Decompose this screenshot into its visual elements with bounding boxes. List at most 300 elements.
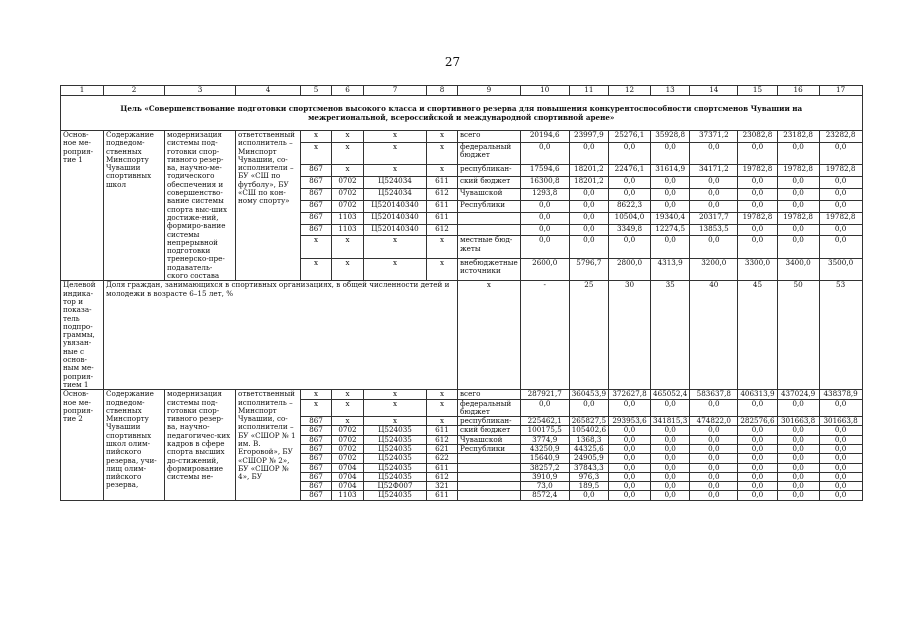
amount-cell: 43250,9 xyxy=(520,444,569,453)
funding-source xyxy=(458,224,521,236)
amount-cell: 0,0 xyxy=(609,426,651,435)
budget-code-cell: Ц524035 xyxy=(364,435,427,444)
funding-source: республикан- xyxy=(458,417,521,426)
budget-code-cell: Ц524034 xyxy=(364,177,427,189)
amount-cell: 44325,6 xyxy=(569,444,608,453)
amount-cell: 24905,9 xyxy=(569,454,608,463)
budget-code-cell: x xyxy=(301,236,332,258)
amount-cell: 0,0 xyxy=(609,454,651,463)
amount-cell: 0,0 xyxy=(777,200,819,212)
budget-code-cell: 611 xyxy=(427,200,458,212)
indicator-row xyxy=(61,281,863,390)
budget-code-cell: 867 xyxy=(301,454,332,463)
amount-cell: 0,0 xyxy=(777,472,819,481)
amount-cell: 976,3 xyxy=(569,472,608,481)
budget-code-cell: x xyxy=(332,236,364,258)
budget-code-cell: Ц520140340 xyxy=(364,212,427,224)
amount-cell: 0,0 xyxy=(690,236,738,258)
budget-code-cell: x xyxy=(332,142,364,164)
budget-code-cell: x xyxy=(427,390,458,399)
amount-cell: 0,0 xyxy=(609,435,651,444)
funding-source xyxy=(458,472,521,481)
amount-cell: 0,0 xyxy=(609,463,651,472)
amount-cell: 437024,9 xyxy=(777,390,819,399)
amount-cell: 1293,8 xyxy=(520,188,569,200)
amount-cell: 0,0 xyxy=(651,399,690,417)
amount-cell: 0,0 xyxy=(569,224,608,236)
budget-code-cell: x xyxy=(364,142,427,164)
budget-code-cell: x xyxy=(332,131,364,143)
budget-code-cell: 867 xyxy=(301,188,332,200)
amount-cell: 0,0 xyxy=(819,444,862,453)
budget-code-cell: 0704 xyxy=(332,463,364,472)
amount-cell: 0,0 xyxy=(738,426,777,435)
indicator-value: 25 xyxy=(569,281,608,390)
budget-table xyxy=(60,85,863,501)
amount-cell: 265827,5 xyxy=(569,417,608,426)
amount-cell: 0,0 xyxy=(520,399,569,417)
amount-cell: 0,0 xyxy=(690,142,738,164)
amount-cell: 465052,4 xyxy=(651,390,690,399)
amount-cell: 19782,8 xyxy=(819,165,862,177)
amount-cell: 19782,8 xyxy=(738,212,777,224)
budget-code-cell: x xyxy=(364,165,427,177)
amount-cell: 8622,3 xyxy=(609,200,651,212)
amount-cell: 0,0 xyxy=(569,236,608,258)
amount-cell: 37371,2 xyxy=(690,131,738,143)
amount-cell: 0,0 xyxy=(651,435,690,444)
amount-cell: 23182,8 xyxy=(777,131,819,143)
funding-source xyxy=(458,463,521,472)
event2-tasks: модернизация системы под-готовки спор-тивного резер-ва, научно-педагогичес-ких кадров в сфере спорта высших до-стижений, формирование системы не- xyxy=(165,390,236,501)
budget-code-cell: 612 xyxy=(427,472,458,481)
amount-cell: 0,0 xyxy=(819,463,862,472)
amount-cell: 0,0 xyxy=(690,435,738,444)
amount-cell: 0,0 xyxy=(738,454,777,463)
amount-cell: 0,0 xyxy=(777,399,819,417)
amount-cell: 0,0 xyxy=(690,399,738,417)
amount-cell: 0,0 xyxy=(690,177,738,189)
amount-cell: 3500,0 xyxy=(819,258,862,281)
amount-cell: 0,0 xyxy=(819,482,862,491)
budget-code-cell: 867 xyxy=(301,472,332,481)
funding-source xyxy=(458,454,521,463)
amount-cell: 0,0 xyxy=(819,236,862,258)
amount-cell: 0,0 xyxy=(651,188,690,200)
column-number: 13 xyxy=(651,86,690,96)
column-number: 8 xyxy=(427,86,458,96)
amount-cell: 20194,6 xyxy=(520,131,569,143)
budget-code-cell: Ц524035 xyxy=(364,491,427,500)
amount-cell: 0,0 xyxy=(609,236,651,258)
budget-code-cell: x xyxy=(364,258,427,281)
amount-cell: 372627,8 xyxy=(609,390,651,399)
amount-cell: 0,0 xyxy=(690,472,738,481)
budget-code-cell: 0702 xyxy=(332,454,364,463)
budget-code-cell: 0702 xyxy=(332,200,364,212)
amount-cell: 10504,0 xyxy=(609,212,651,224)
amount-cell: 73,0 xyxy=(520,482,569,491)
budget-code-cell: 867 xyxy=(301,212,332,224)
funding-source: всего xyxy=(458,390,521,399)
budget-code-cell: x xyxy=(364,399,427,417)
budget-code-cell: x xyxy=(364,390,427,399)
column-number: 2 xyxy=(104,86,165,96)
header-row xyxy=(61,86,863,96)
budget-code-cell: x xyxy=(364,131,427,143)
amount-cell: 0,0 xyxy=(651,454,690,463)
budget-code-cell: x xyxy=(427,258,458,281)
column-number: 12 xyxy=(609,86,651,96)
budget-code-cell: Ц524035 xyxy=(364,463,427,472)
event2-content: Содержание подведом-ственных Минспорту Чувашии спортивных школ олим-пийского резерва, учи-лищ олим-пийского резерва, xyxy=(104,390,165,501)
budget-code-cell: 611 xyxy=(427,212,458,224)
amount-cell: 0,0 xyxy=(690,454,738,463)
funding-source: Республики xyxy=(458,444,521,453)
budget-code-cell: 0702 xyxy=(332,177,364,189)
amount-cell: 0,0 xyxy=(690,482,738,491)
event1-event-name: Основ-ное ме-роприя-тие 1 xyxy=(61,131,104,281)
amount-cell: 0,0 xyxy=(569,212,608,224)
budget-code-cell: Ц520140340 xyxy=(364,200,427,212)
amount-cell: 474822,0 xyxy=(690,417,738,426)
event1-row xyxy=(61,131,863,143)
column-number: 6 xyxy=(332,86,364,96)
amount-cell: 0,0 xyxy=(520,212,569,224)
budget-code-cell: 0704 xyxy=(332,482,364,491)
amount-cell: 0,0 xyxy=(738,236,777,258)
amount-cell: 0,0 xyxy=(651,463,690,472)
amount-cell: 0,0 xyxy=(569,188,608,200)
indicator-x: x xyxy=(458,281,521,390)
column-number: 17 xyxy=(819,86,862,96)
budget-code-cell: x xyxy=(301,390,332,399)
amount-cell: 293953,6 xyxy=(609,417,651,426)
column-number: 4 xyxy=(236,86,301,96)
budget-code-cell: 611 xyxy=(427,491,458,500)
amount-cell: 8572,4 xyxy=(520,491,569,500)
amount-cell: 23082,8 xyxy=(738,131,777,143)
budget-code-cell: 867 xyxy=(301,417,332,426)
amount-cell: 18201,2 xyxy=(569,165,608,177)
column-number: 11 xyxy=(569,86,608,96)
amount-cell: 0,0 xyxy=(777,444,819,453)
amount-cell: 100175,5 xyxy=(520,426,569,435)
amount-cell: 0,0 xyxy=(569,399,608,417)
amount-cell: 0,0 xyxy=(569,142,608,164)
budget-code-cell: 867 xyxy=(301,482,332,491)
funding-source: республикан- xyxy=(458,165,521,177)
amount-cell: 0,0 xyxy=(777,463,819,472)
amount-cell: 3200,0 xyxy=(690,258,738,281)
indicator-text: Доля граждан, занимающихся в спортивных организациях, в общей численности детей и молодежи в возрасте 6–15 лет, % xyxy=(104,281,458,390)
amount-cell: 13853,5 xyxy=(690,224,738,236)
budget-code-cell: Ц524035 xyxy=(364,454,427,463)
budget-code-cell: Ц524035 xyxy=(364,444,427,453)
budget-code-cell: 621 xyxy=(427,444,458,453)
amount-cell: 0,0 xyxy=(819,224,862,236)
amount-cell: 0,0 xyxy=(819,454,862,463)
indicator-label: Целевой индика-тор и показа-тель подпро-граммы, увязан-ные с основ-ным ме-роприя-тием 1 xyxy=(61,281,104,390)
column-number: 5 xyxy=(301,86,332,96)
amount-cell: 0,0 xyxy=(777,454,819,463)
amount-cell: 5796,7 xyxy=(569,258,608,281)
budget-code-cell: 867 xyxy=(301,491,332,500)
amount-cell: 2600,0 xyxy=(520,258,569,281)
budget-code-cell: 0704 xyxy=(332,472,364,481)
amount-cell: 0,0 xyxy=(738,472,777,481)
column-number: 9 xyxy=(458,86,521,96)
budget-code-cell: Ц524035 xyxy=(364,472,427,481)
amount-cell: 0,0 xyxy=(777,482,819,491)
amount-cell: 17594,6 xyxy=(520,165,569,177)
budget-code-cell: 0702 xyxy=(332,188,364,200)
amount-cell: 25276,1 xyxy=(609,131,651,143)
column-number: 1 xyxy=(61,86,104,96)
column-number: 14 xyxy=(690,86,738,96)
budget-code-cell: 612 xyxy=(427,188,458,200)
column-number: 3 xyxy=(165,86,236,96)
amount-cell: 0,0 xyxy=(819,188,862,200)
amount-cell: 0,0 xyxy=(738,482,777,491)
funding-source: всего xyxy=(458,131,521,143)
budget-code-cell: x xyxy=(427,165,458,177)
budget-code-cell: 867 xyxy=(301,177,332,189)
amount-cell: 0,0 xyxy=(690,491,738,500)
amount-cell: 22476,1 xyxy=(609,165,651,177)
indicator-value: 30 xyxy=(609,281,651,390)
budget-code-cell: x xyxy=(301,131,332,143)
amount-cell: 0,0 xyxy=(738,177,777,189)
amount-cell: 0,0 xyxy=(520,236,569,258)
indicator-value: 35 xyxy=(651,281,690,390)
amount-cell: 301663,8 xyxy=(819,417,862,426)
amount-cell: 301663,8 xyxy=(777,417,819,426)
amount-cell: 18201,2 xyxy=(569,177,608,189)
amount-cell: 3349,8 xyxy=(609,224,651,236)
event2-executors: ответственный исполнитель – Минспорт Чувашии, со-исполнители – БУ «СШОР № 1 им. В. Егоровой», БУ «СШОР № 2», БУ «СШОР № 4», БУ xyxy=(236,390,301,501)
amount-cell: 341815,3 xyxy=(651,417,690,426)
amount-cell: 0,0 xyxy=(819,177,862,189)
amount-cell: 38257,2 xyxy=(520,463,569,472)
budget-code-cell: x xyxy=(301,258,332,281)
indicator-value: 40 xyxy=(690,281,738,390)
budget-code-cell: x xyxy=(332,390,364,399)
budget-code-cell: x xyxy=(332,165,364,177)
amount-cell: 15640,9 xyxy=(520,454,569,463)
funding-source xyxy=(458,482,521,491)
column-number: 16 xyxy=(777,86,819,96)
amount-cell: 37843,3 xyxy=(569,463,608,472)
budget-code-cell: Ц524035 xyxy=(364,426,427,435)
amount-cell: 0,0 xyxy=(609,444,651,453)
amount-cell: 0,0 xyxy=(690,463,738,472)
budget-code-cell: 867 xyxy=(301,426,332,435)
amount-cell: 0,0 xyxy=(651,444,690,453)
amount-cell: 19782,8 xyxy=(738,165,777,177)
amount-cell: 0,0 xyxy=(819,399,862,417)
budget-code-cell: x xyxy=(301,142,332,164)
amount-cell: 0,0 xyxy=(690,426,738,435)
amount-cell: 0,0 xyxy=(609,142,651,164)
amount-cell: 3300,0 xyxy=(738,258,777,281)
budget-code-cell: 611 xyxy=(427,177,458,189)
amount-cell: 0,0 xyxy=(651,236,690,258)
funding-source: ский бюджет xyxy=(458,177,521,189)
funding-source: местные бюд-жеты xyxy=(458,236,521,258)
budget-code-cell: x xyxy=(332,399,364,417)
page-number: 27 xyxy=(444,55,461,69)
event1-content: Содержание подведом-ственных Минспорту Чувашии спортивных школ xyxy=(104,131,165,281)
amount-cell: 0,0 xyxy=(738,224,777,236)
event1-tasks: модернизация системы под-готовки спор-тивного резер-ва, научно-ме-тодического обеспечения и совершенство-вание системы спорта выс-ших достиже-ний, формиро-вание системы непрерывной подготовки тренерско-пре-подаватель-ского состава xyxy=(165,131,236,281)
budget-code-cell: x xyxy=(364,236,427,258)
indicator-value: 45 xyxy=(738,281,777,390)
amount-cell: 3400,0 xyxy=(777,258,819,281)
amount-cell: 0,0 xyxy=(777,491,819,500)
amount-cell: 0,0 xyxy=(609,482,651,491)
amount-cell: 0,0 xyxy=(609,491,651,500)
budget-code-cell: Ц520140340 xyxy=(364,224,427,236)
amount-cell: 0,0 xyxy=(609,399,651,417)
indicator-value: - xyxy=(520,281,569,390)
funding-source: федеральный бюджет xyxy=(458,399,521,417)
amount-cell: 0,0 xyxy=(690,188,738,200)
funding-source: Республики xyxy=(458,200,521,212)
amount-cell: 583637,8 xyxy=(690,390,738,399)
amount-cell: 0,0 xyxy=(569,491,608,500)
amount-cell: 0,0 xyxy=(651,491,690,500)
indicator-value: 53 xyxy=(819,281,862,390)
amount-cell: 0,0 xyxy=(819,142,862,164)
budget-code-cell: 867 xyxy=(301,435,332,444)
funding-source: Чувашской xyxy=(458,188,521,200)
budget-code-cell: 867 xyxy=(301,444,332,453)
column-number: 10 xyxy=(520,86,569,96)
amount-cell: 406313,9 xyxy=(738,390,777,399)
amount-cell: 282576,6 xyxy=(738,417,777,426)
column-number: 15 xyxy=(738,86,777,96)
amount-cell: 3774,9 xyxy=(520,435,569,444)
amount-cell: 0,0 xyxy=(651,472,690,481)
amount-cell: 0,0 xyxy=(651,200,690,212)
amount-cell: 0,0 xyxy=(819,472,862,481)
amount-cell: 0,0 xyxy=(819,200,862,212)
amount-cell: 23997,9 xyxy=(569,131,608,143)
event1-executors: ответственный исполнитель – Минспорт Чувашии, со-исполнители – БУ «СШ по футболу», БУ «СШ по кон-ному спорту» xyxy=(236,131,301,281)
funding-source xyxy=(458,491,521,500)
event2-event-name: Основ-ное ме-роприя-тие 2 xyxy=(61,390,104,501)
amount-cell: 0,0 xyxy=(819,435,862,444)
amount-cell: 0,0 xyxy=(651,177,690,189)
amount-cell: 0,0 xyxy=(738,491,777,500)
amount-cell: 0,0 xyxy=(609,188,651,200)
amount-cell: 16300,8 xyxy=(520,177,569,189)
amount-cell: 225462,1 xyxy=(520,417,569,426)
amount-cell: 0,0 xyxy=(738,200,777,212)
budget-code-cell: 611 xyxy=(427,426,458,435)
amount-cell: 0,0 xyxy=(819,491,862,500)
budget-code-cell: 611 xyxy=(427,463,458,472)
budget-code-cell: x xyxy=(364,417,427,426)
budget-code-cell: 867 xyxy=(301,463,332,472)
budget-code-cell: Ц524034 xyxy=(364,188,427,200)
budget-code-cell: 1103 xyxy=(332,491,364,500)
amount-cell: 35928,8 xyxy=(651,131,690,143)
amount-cell: 19340,4 xyxy=(651,212,690,224)
budget-code-cell: x xyxy=(427,399,458,417)
goal-text: Цель «Совершенствование подготовки спортсменов высокого класса и спортивного резерва для повышения конкурентоспособности спортсменов Чувашии на межрегиональной, всероссийской и международной спортивной арене» xyxy=(61,96,863,131)
budget-code-cell: 0702 xyxy=(332,444,364,453)
amount-cell: 1368,3 xyxy=(569,435,608,444)
amount-cell: 0,0 xyxy=(569,200,608,212)
amount-cell: 19782,8 xyxy=(777,165,819,177)
column-number: 7 xyxy=(364,86,427,96)
budget-code-cell: x xyxy=(427,131,458,143)
amount-cell: 0,0 xyxy=(520,142,569,164)
amount-cell: 0,0 xyxy=(819,426,862,435)
amount-cell: 0,0 xyxy=(738,463,777,472)
amount-cell: 0,0 xyxy=(651,142,690,164)
amount-cell: 0,0 xyxy=(520,224,569,236)
amount-cell: 0,0 xyxy=(777,236,819,258)
amount-cell: 31614,9 xyxy=(651,165,690,177)
goal-row xyxy=(61,96,863,131)
amount-cell: 19782,8 xyxy=(777,212,819,224)
amount-cell: 0,0 xyxy=(651,482,690,491)
funding-source: внебюджетные источники xyxy=(458,258,521,281)
funding-source: Чувашской xyxy=(458,435,521,444)
amount-cell: 0,0 xyxy=(609,472,651,481)
amount-cell: 23282,8 xyxy=(819,131,862,143)
funding-source: федеральный бюджет xyxy=(458,142,521,164)
amount-cell: 2800,0 xyxy=(609,258,651,281)
amount-cell: 0,0 xyxy=(738,435,777,444)
amount-cell: 360453,9 xyxy=(569,390,608,399)
budget-code-cell: 0702 xyxy=(332,435,364,444)
budget-code-cell: 612 xyxy=(427,435,458,444)
amount-cell: 20317,7 xyxy=(690,212,738,224)
amount-cell: 19782,8 xyxy=(819,212,862,224)
budget-code-cell: 867 xyxy=(301,165,332,177)
amount-cell: 0,0 xyxy=(738,188,777,200)
amount-cell: 3910,9 xyxy=(520,472,569,481)
amount-cell: 0,0 xyxy=(777,435,819,444)
amount-cell: 0,0 xyxy=(690,444,738,453)
budget-code-cell: 1103 xyxy=(332,212,364,224)
funding-source: ский бюджет xyxy=(458,426,521,435)
amount-cell: 0,0 xyxy=(738,444,777,453)
amount-cell: 34171,2 xyxy=(690,165,738,177)
amount-cell: 105402,6 xyxy=(569,426,608,435)
budget-code-cell: x xyxy=(332,258,364,281)
amount-cell: 0,0 xyxy=(738,142,777,164)
budget-code-cell: 612 xyxy=(427,224,458,236)
budget-code-cell: x xyxy=(301,399,332,417)
funding-source xyxy=(458,212,521,224)
amount-cell: 0,0 xyxy=(777,177,819,189)
amount-cell: 0,0 xyxy=(690,200,738,212)
event2-row xyxy=(61,390,863,399)
budget-code-cell: 867 xyxy=(301,224,332,236)
indicator-value: 50 xyxy=(777,281,819,390)
amount-cell: 0,0 xyxy=(609,177,651,189)
amount-cell: 0,0 xyxy=(777,426,819,435)
amount-cell: 0,0 xyxy=(777,224,819,236)
budget-code-cell: x xyxy=(427,142,458,164)
amount-cell: 12274,5 xyxy=(651,224,690,236)
budget-code-cell: x xyxy=(427,417,458,426)
